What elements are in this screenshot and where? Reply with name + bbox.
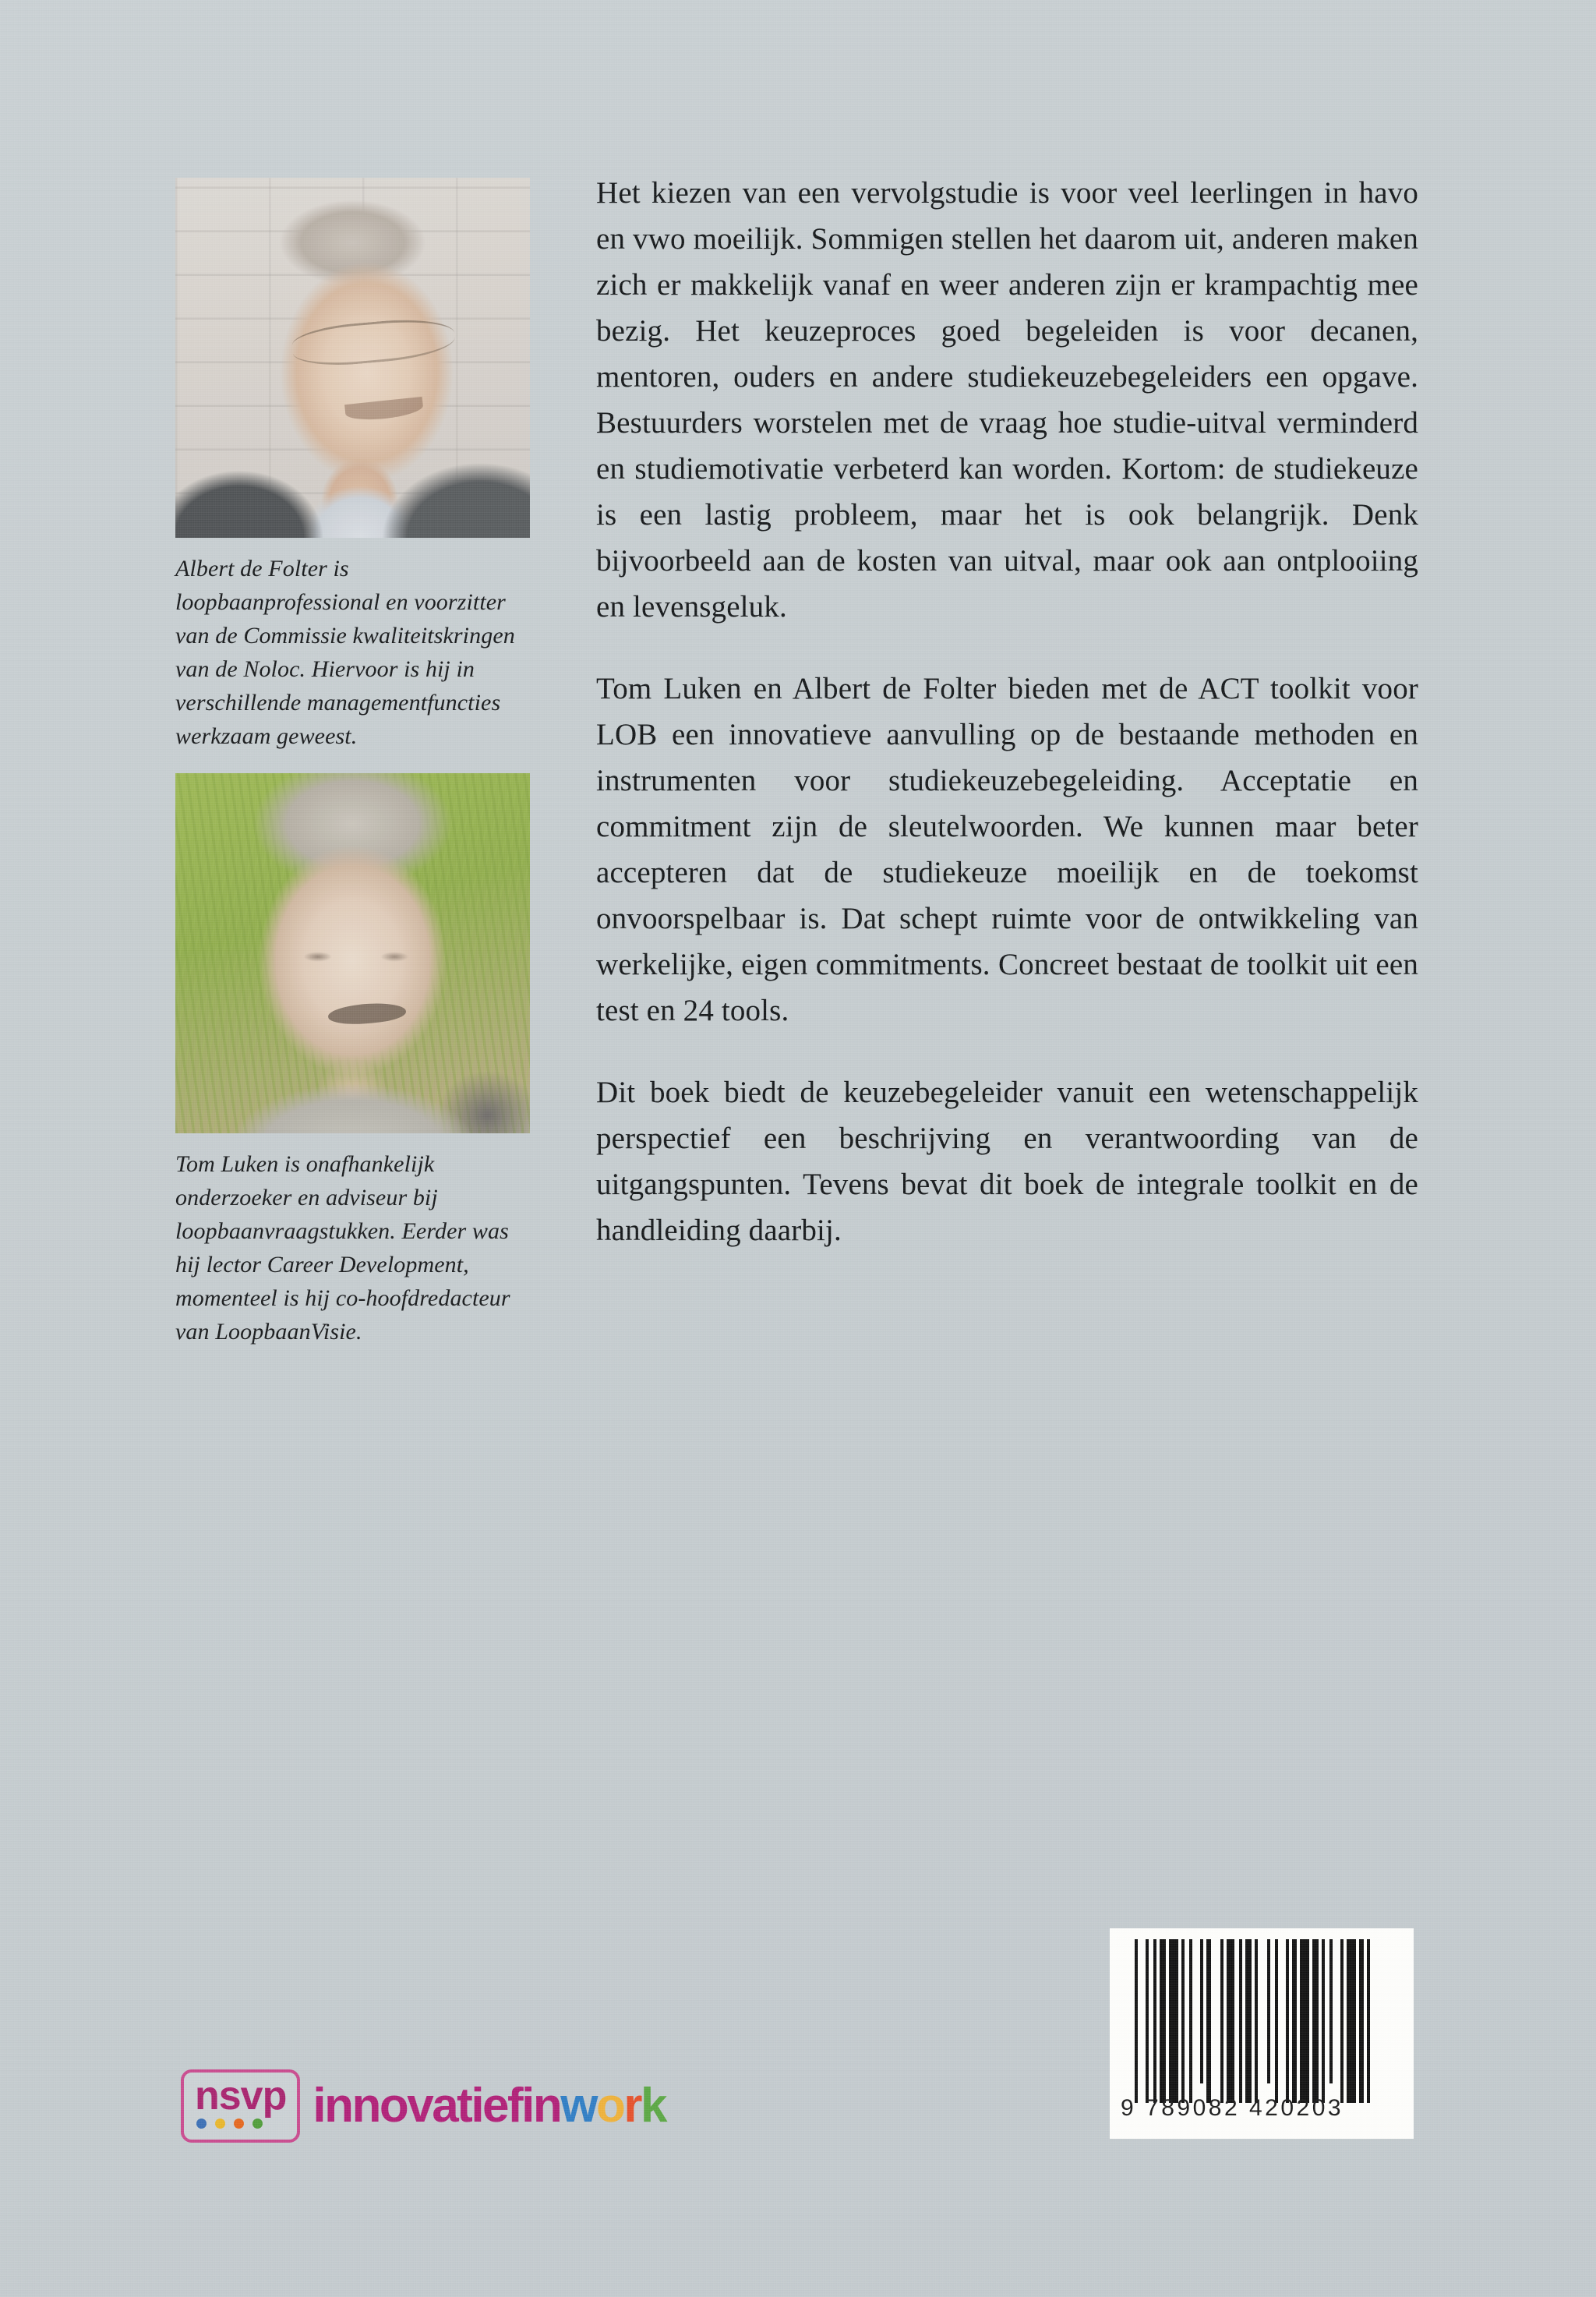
barcode-bar	[1160, 1939, 1166, 2103]
barcode-number: 9 789082 420203	[1121, 2095, 1344, 2121]
barcode-gap	[1333, 1939, 1340, 2103]
nsvp-logo-text: nsvp	[195, 2073, 287, 2119]
wordmark-part-r: r	[623, 2079, 641, 2133]
barcode-bar	[1169, 1939, 1178, 2103]
barcode-gap	[1138, 1939, 1146, 2103]
isbn-barcode	[1110, 1928, 1414, 2139]
innovatiefinwerk-wordmark	[312, 2079, 666, 2133]
barcode-bar	[1227, 1939, 1234, 2103]
barcode-bar	[1300, 1939, 1309, 2103]
nsvp-dot-yellow-icon	[215, 2119, 225, 2129]
nsvp-dot-row	[195, 2119, 286, 2129]
blurb-paragraph-1: Het kiezen van een vervolgstudie is voor veel leerlingen in havo en vwo moeilijk. Sommigen stellen het daarom uit, anderen maken zich er makkelijk vanaf en weer anderen zijn er krampachtig mee bezig. Het keuzeproces goed begeleiden is voor decanen, mentoren, ouders en andere studiekeuzebegeleiders een opgave. Bestuurders worstelen met de vraag hoe studie-uitval verminderd en studiemotivatie verbeterd kan worden. Kortom: de studiekeuze is een lastig probleem, maar het is ook belangrijk. Denk bijvoorbeeld aan de kosten van uitval, maar ook aan ontplooiing en levensgeluk.	[596, 176, 1418, 624]
wordmark-part-o: o	[596, 2079, 624, 2133]
author-caption-folter: Albert de Folter is loopbaanprofessional en voorzitter van de Commissie kwaliteitskringen van de Noloc. Hiervoor is hij in verschillende managementfuncties werkzaam geweest.	[175, 556, 515, 749]
blurb-text-column	[596, 170, 1418, 1253]
barcode-gap	[1211, 1939, 1220, 2103]
barcode-gap	[1278, 1939, 1286, 2103]
barcode-gap	[1192, 1939, 1200, 2103]
author-photo-luken	[175, 773, 530, 1133]
nsvp-logo	[181, 2069, 300, 2143]
author-caption-luken: Tom Luken is onafhankelijk onderzoeker en adviseur bij loopbaanvraagstukken. Eerder was hij lector Career Development, momenteel is hij co-hoofdredacteur van LoopbaanVisie.	[175, 1151, 510, 1345]
barcode-gap	[1258, 1939, 1267, 2103]
barcode-gap	[1370, 1939, 1378, 2103]
wordmark-part-w: w	[560, 2079, 597, 2133]
nsvp-dot-blue-icon	[196, 2119, 207, 2129]
barcode-bar	[1312, 1939, 1319, 2103]
nsvp-dot-green-icon	[252, 2119, 263, 2129]
wordmark-part-k: k	[641, 2079, 666, 2133]
author-block-folter	[175, 178, 530, 753]
nsvp-dot-orange-icon	[234, 2119, 244, 2129]
publisher-logo-row	[181, 2069, 666, 2143]
author-block-luken	[175, 773, 530, 1348]
author-photo-folter	[175, 178, 530, 538]
wordmark-part-innovatiefin: innovatiefin	[312, 2079, 561, 2133]
author-column	[175, 178, 530, 1348]
blurb-paragraph-2: Tom Luken en Albert de Folter bieden met de ACT toolkit voor LOB een innovatieve aanvulling op de bestaande methoden en instrumenten voor studiekeuzebegeleiding. Acceptatie en commitment zijn de sleutelwoorden. We kunnen maar beter accepteren dat de studiekeuze moeilijk en de toekomst onvoorspelbaar is. Dat schept ruimte voor de ontwikkeling van werkelijke, eigen commitments. Concreet bestaat de toolkit uit een test en 24 tools.	[596, 672, 1418, 1027]
blurb-paragraph-3: Dit boek biedt de keuzebegeleider vanuit een wetenschappelijk perspectief een beschrijving en verantwoording van de uitgangspunten. Tevens bevat dit boek de integrale toolkit en de handleiding daarbij.	[596, 1076, 1418, 1247]
barcode-bar	[1347, 1939, 1356, 2103]
barcode-bars	[1135, 1939, 1398, 2103]
barcode-bar	[1245, 1939, 1252, 2103]
